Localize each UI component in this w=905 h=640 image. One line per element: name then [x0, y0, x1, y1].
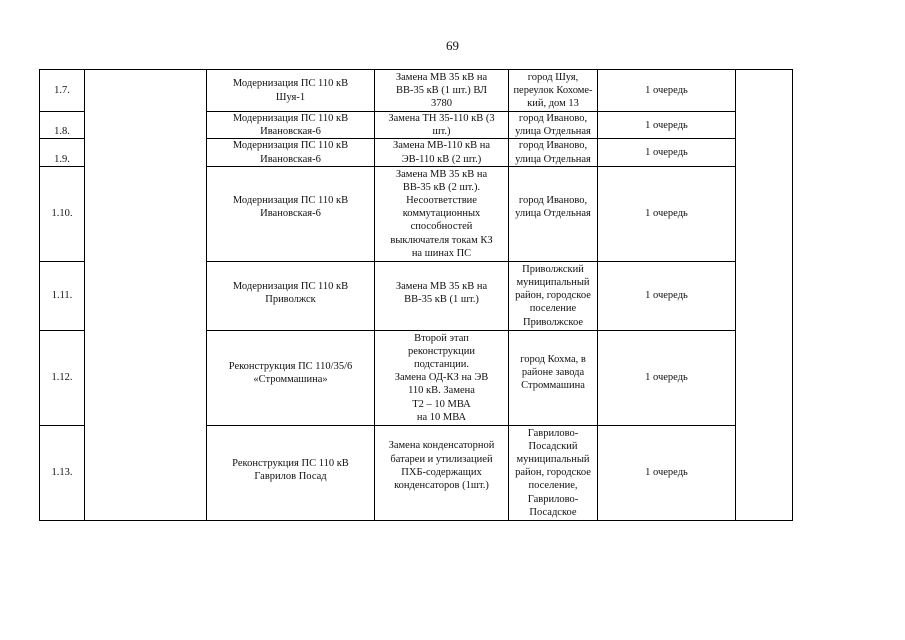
object-name: Модернизация ПС 110 кВ Шуя-1	[207, 70, 375, 112]
merged-empty-cell	[85, 70, 207, 521]
queue: 1 очередь	[598, 70, 736, 112]
row-number: 1.13.	[40, 425, 85, 520]
object-name: Реконструкция ПС 110/35/6 «Строммашина»	[207, 330, 375, 425]
merged-empty-cell-right	[736, 70, 793, 521]
work-description: Замена МВ 35 кВ на ВВ-35 кВ (2 шт.). Несоответствие коммутационных способностей выключателя токам КЗ на шинах ПС	[375, 166, 509, 261]
work-description: Замена МВ 35 кВ на ВВ-35 кВ (1 шт.)	[375, 261, 509, 330]
work-description: Замена конденсаторной батареи и утилизацией ПХБ-содержащих конденсаторов (1шт.)	[375, 425, 509, 520]
object-name: Модернизация ПС 110 кВ Приволжск	[207, 261, 375, 330]
table-row	[40, 70, 793, 112]
row-number: 1.11.	[40, 261, 85, 330]
object-name: Реконструкция ПС 110 кВ Гаврилов Посад	[207, 425, 375, 520]
work-description: Второй этап реконструкции подстанции. Замена ОД-КЗ на ЭВ 110 кВ. Замена Т2 – 10 МВА на 10 МВА	[375, 330, 509, 425]
location: город Иваново, улица Отдельная	[509, 139, 598, 166]
row-number: 1.9.	[40, 139, 85, 166]
page-number: 69	[446, 38, 459, 53]
object-name: Модернизация ПС 110 кВ Ивановская-6	[207, 112, 375, 139]
queue: 1 очередь	[598, 330, 736, 425]
object-name: Модернизация ПС 110 кВ Ивановская-6	[207, 166, 375, 261]
queue: 1 очередь	[598, 112, 736, 139]
queue: 1 очередь	[598, 261, 736, 330]
location: город Иваново, улица Отдельная	[509, 112, 598, 139]
location: Приволжский муниципальный район, городское поселение Приволжское	[509, 261, 598, 330]
row-number: 1.12.	[40, 330, 85, 425]
queue: 1 очередь	[598, 139, 736, 166]
row-number: 1.8.	[40, 112, 85, 139]
location: Гаврилово- Посадский муниципальный район, городское поселение, Гаврилово- Посадское	[509, 425, 598, 520]
row-number: 1.7.	[40, 70, 85, 112]
queue: 1 очередь	[598, 425, 736, 520]
investment-table	[39, 69, 793, 521]
work-description: Замена ТН 35-110 кВ (3 шт.)	[375, 112, 509, 139]
location: город Иваново, улица Отдельная	[509, 166, 598, 261]
location: город Кохма, в районе завода Строммашина	[509, 330, 598, 425]
queue: 1 очередь	[598, 166, 736, 261]
location: город Шуя, переулок Кохомe- кий, дом 13	[509, 70, 598, 112]
object-name: Модернизация ПС 110 кВ Ивановская-6	[207, 139, 375, 166]
row-number: 1.10.	[40, 166, 85, 261]
work-description: Замена МВ-110 кВ на ЭВ-110 кВ (2 шт.)	[375, 139, 509, 166]
work-description: Замена МВ 35 кВ на ВВ-35 кВ (1 шт.) ВЛ 3780	[375, 70, 509, 112]
